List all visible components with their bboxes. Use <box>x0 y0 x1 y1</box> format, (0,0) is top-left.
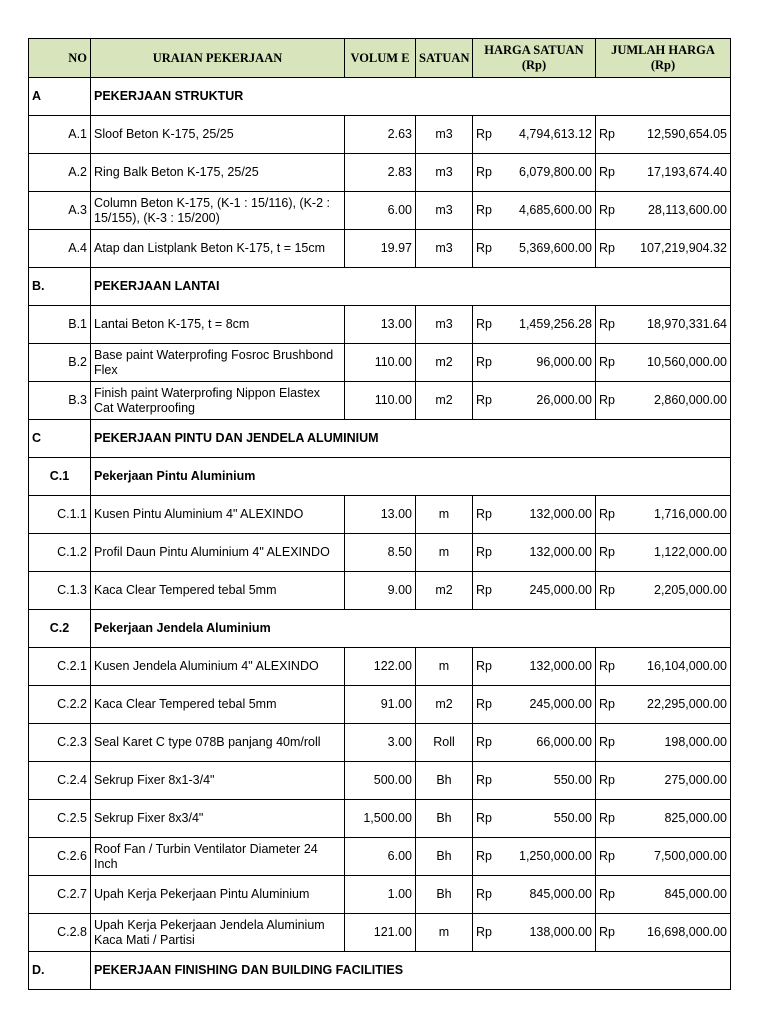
currency-label: Rp <box>473 648 498 686</box>
table-row <box>29 534 731 572</box>
currency-label: Rp <box>596 724 621 762</box>
item-unit: m3 <box>416 192 473 230</box>
item-volume: 110.00 <box>345 382 416 420</box>
currency-label: Rp <box>473 230 498 268</box>
item-unit: m <box>416 496 473 534</box>
item-unit: m3 <box>416 154 473 192</box>
currency-label: Rp <box>473 382 498 420</box>
section-number: D. <box>29 952 91 990</box>
item-volume: 6.00 <box>345 838 416 876</box>
currency-label: Rp <box>473 116 498 154</box>
table-row <box>29 192 731 230</box>
item-volume: 91.00 <box>345 686 416 724</box>
currency-label: Rp <box>473 154 498 192</box>
table-row <box>29 800 731 838</box>
currency-label: Rp <box>596 192 621 230</box>
item-unit-price: 26,000.00 <box>498 382 596 420</box>
currency-label: Rp <box>473 306 498 344</box>
item-volume: 1,500.00 <box>345 800 416 838</box>
item-unit-price: 550.00 <box>498 800 596 838</box>
item-number: A.2 <box>29 154 91 192</box>
currency-label: Rp <box>596 838 621 876</box>
item-number: A.1 <box>29 116 91 154</box>
section-row <box>29 420 731 458</box>
section-title: PEKERJAAN STRUKTUR <box>91 78 731 116</box>
item-total-price: 28,113,600.00 <box>621 192 731 230</box>
item-unit-price: 132,000.00 <box>498 648 596 686</box>
currency-label: Rp <box>596 534 621 572</box>
table-row <box>29 154 731 192</box>
table-row <box>29 344 731 382</box>
header-no: NO <box>29 39 91 78</box>
item-unit-price: 4,685,600.00 <box>498 192 596 230</box>
currency-label: Rp <box>473 344 498 382</box>
item-unit: m2 <box>416 344 473 382</box>
item-unit: m3 <box>416 116 473 154</box>
item-number: C.2.8 <box>29 914 91 952</box>
table-row <box>29 382 731 420</box>
item-unit-price: 132,000.00 <box>498 496 596 534</box>
currency-label: Rp <box>473 800 498 838</box>
item-description: Lantai Beton K-175, t = 8cm <box>91 306 345 344</box>
subsection-row <box>29 610 731 648</box>
item-number: C.2.6 <box>29 838 91 876</box>
currency-label: Rp <box>596 116 621 154</box>
item-unit-price: 245,000.00 <box>498 686 596 724</box>
table-row <box>29 914 731 952</box>
currency-label: Rp <box>596 382 621 420</box>
item-unit-price: 1,459,256.28 <box>498 306 596 344</box>
table-row <box>29 686 731 724</box>
item-total-price: 10,560,000.00 <box>621 344 731 382</box>
item-number: A.4 <box>29 230 91 268</box>
currency-label: Rp <box>596 762 621 800</box>
item-unit-price: 4,794,613.12 <box>498 116 596 154</box>
header-uraian: URAIAN PEKERJAAN <box>91 39 345 78</box>
item-total-price: 825,000.00 <box>621 800 731 838</box>
currency-label: Rp <box>473 534 498 572</box>
currency-label: Rp <box>473 572 498 610</box>
item-number: C.2.1 <box>29 648 91 686</box>
item-description: Column Beton K-175, (K-1 : 15/116), (K-2 : 15/155), (K-3 : 15/200) <box>91 192 345 230</box>
item-unit: Bh <box>416 876 473 914</box>
item-unit: Roll <box>416 724 473 762</box>
item-volume: 19.97 <box>345 230 416 268</box>
table-row <box>29 306 731 344</box>
item-volume: 500.00 <box>345 762 416 800</box>
item-total-price: 16,104,000.00 <box>621 648 731 686</box>
header-jumlah-harga: JUMLAH HARGA (Rp) <box>596 39 731 78</box>
item-number: C.2.2 <box>29 686 91 724</box>
table-body <box>29 78 731 990</box>
item-unit: m <box>416 534 473 572</box>
item-total-price: 107,219,904.32 <box>621 230 731 268</box>
item-unit: m2 <box>416 572 473 610</box>
item-unit: m <box>416 914 473 952</box>
item-volume: 110.00 <box>345 344 416 382</box>
item-number: C.2.7 <box>29 876 91 914</box>
item-description: Kaca Clear Tempered tebal 5mm <box>91 572 345 610</box>
item-unit-price: 1,250,000.00 <box>498 838 596 876</box>
item-total-price: 17,193,674.40 <box>621 154 731 192</box>
table-row <box>29 648 731 686</box>
item-volume: 121.00 <box>345 914 416 952</box>
item-description: Sekrup Fixer 8x1-3/4" <box>91 762 345 800</box>
table-row <box>29 762 731 800</box>
item-unit: m2 <box>416 686 473 724</box>
item-total-price: 198,000.00 <box>621 724 731 762</box>
currency-label: Rp <box>596 876 621 914</box>
currency-label: Rp <box>596 572 621 610</box>
item-unit-price: 845,000.00 <box>498 876 596 914</box>
header-satuan: SATUAN <box>416 39 473 78</box>
rab-table <box>28 38 731 990</box>
item-description: Upah Kerja Pekerjaan Pintu Aluminium <box>91 876 345 914</box>
item-total-price: 18,970,331.64 <box>621 306 731 344</box>
item-volume: 122.00 <box>345 648 416 686</box>
section-row <box>29 78 731 116</box>
section-number: A <box>29 78 91 116</box>
currency-label: Rp <box>473 876 498 914</box>
currency-label: Rp <box>473 496 498 534</box>
table-header-row <box>29 39 731 78</box>
item-unit-price: 96,000.00 <box>498 344 596 382</box>
item-unit: Bh <box>416 762 473 800</box>
item-volume: 6.00 <box>345 192 416 230</box>
item-volume: 8.50 <box>345 534 416 572</box>
subsection-title: Pekerjaan Jendela Aluminium <box>91 610 731 648</box>
table-row <box>29 876 731 914</box>
item-unit-price: 550.00 <box>498 762 596 800</box>
subsection-number: C.1 <box>29 458 91 496</box>
item-total-price: 12,590,654.05 <box>621 116 731 154</box>
item-total-price: 1,122,000.00 <box>621 534 731 572</box>
currency-label: Rp <box>596 648 621 686</box>
item-description: Base paint Waterprofing Fosroc Brushbond Flex <box>91 344 345 382</box>
item-description: Upah Kerja Pekerjaan Jendela Aluminium Kaca Mati / Partisi <box>91 914 345 952</box>
item-unit: Bh <box>416 800 473 838</box>
item-total-price: 1,716,000.00 <box>621 496 731 534</box>
item-unit-price: 132,000.00 <box>498 534 596 572</box>
subsection-row <box>29 458 731 496</box>
currency-label: Rp <box>596 914 621 952</box>
item-unit-price: 138,000.00 <box>498 914 596 952</box>
item-total-price: 845,000.00 <box>621 876 731 914</box>
subsection-title: Pekerjaan Pintu Aluminium <box>91 458 731 496</box>
item-number: C.2.4 <box>29 762 91 800</box>
item-number: C.1.1 <box>29 496 91 534</box>
item-total-price: 22,295,000.00 <box>621 686 731 724</box>
item-total-price: 275,000.00 <box>621 762 731 800</box>
section-number: B. <box>29 268 91 306</box>
item-description: Atap dan Listplank Beton K-175, t = 15cm <box>91 230 345 268</box>
section-title: PEKERJAAN FINISHING DAN BUILDING FACILITIES <box>91 952 731 990</box>
item-total-price: 16,698,000.00 <box>621 914 731 952</box>
section-title: PEKERJAAN LANTAI <box>91 268 731 306</box>
item-number: C.1.2 <box>29 534 91 572</box>
currency-label: Rp <box>473 914 498 952</box>
item-total-price: 2,860,000.00 <box>621 382 731 420</box>
table-row <box>29 572 731 610</box>
currency-label: Rp <box>596 344 621 382</box>
item-unit: m2 <box>416 382 473 420</box>
table-row <box>29 838 731 876</box>
item-number: A.3 <box>29 192 91 230</box>
item-description: Sloof Beton K-175, 25/25 <box>91 116 345 154</box>
currency-label: Rp <box>473 838 498 876</box>
section-row <box>29 952 731 990</box>
currency-label: Rp <box>596 496 621 534</box>
table-row <box>29 116 731 154</box>
item-description: Seal Karet C type 078B panjang 40m/roll <box>91 724 345 762</box>
currency-label: Rp <box>473 192 498 230</box>
item-unit: m3 <box>416 230 473 268</box>
currency-label: Rp <box>473 686 498 724</box>
item-unit-price: 245,000.00 <box>498 572 596 610</box>
item-unit-price: 66,000.00 <box>498 724 596 762</box>
item-number: C.1.3 <box>29 572 91 610</box>
item-number: C.2.3 <box>29 724 91 762</box>
currency-label: Rp <box>596 800 621 838</box>
item-description: Finish paint Waterprofing Nippon Elastex Cat Waterproofing <box>91 382 345 420</box>
item-description: Kaca Clear Tempered tebal 5mm <box>91 686 345 724</box>
section-title: PEKERJAAN PINTU DAN JENDELA ALUMINIUM <box>91 420 731 458</box>
item-unit: m <box>416 648 473 686</box>
item-unit-price: 6,079,800.00 <box>498 154 596 192</box>
item-volume: 1.00 <box>345 876 416 914</box>
item-volume: 13.00 <box>345 496 416 534</box>
table-row <box>29 724 731 762</box>
currency-label: Rp <box>596 686 621 724</box>
section-row <box>29 268 731 306</box>
item-unit: m3 <box>416 306 473 344</box>
currency-label: Rp <box>596 154 621 192</box>
item-description: Kusen Jendela Aluminium 4" ALEXINDO <box>91 648 345 686</box>
item-volume: 3.00 <box>345 724 416 762</box>
table-row <box>29 496 731 534</box>
item-number: B.2 <box>29 344 91 382</box>
item-number: B.3 <box>29 382 91 420</box>
currency-label: Rp <box>473 762 498 800</box>
item-unit: Bh <box>416 838 473 876</box>
item-volume: 13.00 <box>345 306 416 344</box>
item-description: Kusen Pintu Aluminium 4" ALEXINDO <box>91 496 345 534</box>
subsection-number: C.2 <box>29 610 91 648</box>
currency-label: Rp <box>596 306 621 344</box>
item-description: Profil Daun Pintu Aluminium 4" ALEXINDO <box>91 534 345 572</box>
currency-label: Rp <box>473 724 498 762</box>
item-total-price: 7,500,000.00 <box>621 838 731 876</box>
item-number: C.2.5 <box>29 800 91 838</box>
item-number: B.1 <box>29 306 91 344</box>
currency-label: Rp <box>596 230 621 268</box>
item-volume: 2.83 <box>345 154 416 192</box>
header-harga-satuan: HARGA SATUAN (Rp) <box>473 39 596 78</box>
item-volume: 2.63 <box>345 116 416 154</box>
table-row <box>29 230 731 268</box>
item-description: Ring Balk Beton K-175, 25/25 <box>91 154 345 192</box>
header-volume: VOLUM E <box>345 39 416 78</box>
item-total-price: 2,205,000.00 <box>621 572 731 610</box>
section-number: C <box>29 420 91 458</box>
item-description: Roof Fan / Turbin Ventilator Diameter 24 Inch <box>91 838 345 876</box>
item-description: Sekrup Fixer 8x3/4" <box>91 800 345 838</box>
item-unit-price: 5,369,600.00 <box>498 230 596 268</box>
item-volume: 9.00 <box>345 572 416 610</box>
